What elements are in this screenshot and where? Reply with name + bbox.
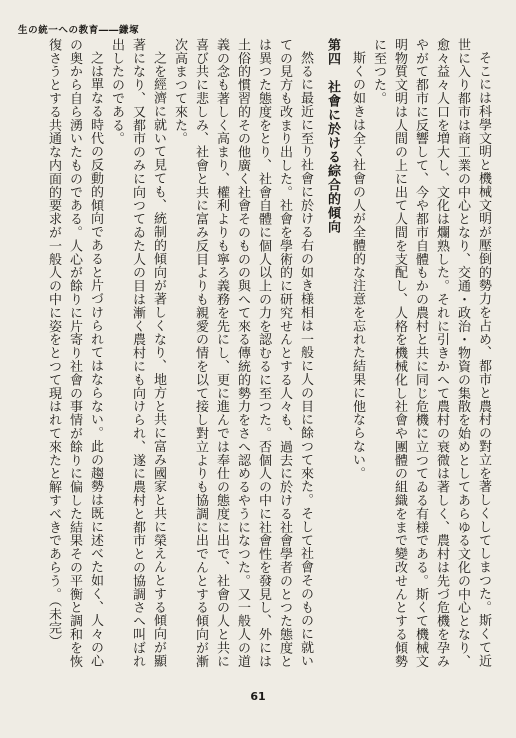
paragraph: 之は單なる時代の反動的傾向であると片づけられてはならない。此の趨勢は既に述べた如く、人々の心の奥から自ら湧いたものである。人心が餘りに片寄り社會の事情が餘りに偏した結果その平衡と調和を恢復さうとする共通な内面的要求が一般人の中に姿をとつて現はれて來たと解すべきであらう。（未完） [46,38,103,668]
running-header: 生の統一への教育――鎌塚 [18,25,140,36]
section-heading: 第四 社會に於ける綜合的傾向 [325,38,340,234]
paragraph: そこには科學文明と機械文明が壓倒的勢力を占め、都市と農村の對立を著しくしてしまつた。斯くて近世に入り都市は商工業の中心となり、交通・政治・物資の集散を始めとしてあらゆる文化の中心となり、愈々益々人口を増大し、文化は爛熟した。それに引きかへて農村の衰微は著しく、農村は先づ危機を孕みやがて都市に反響して、今や都市自體もかの農村と共に同じ危機に立つてゐる有様である。斯くて機械文明物質文明は人間の上に出て人間を支配し、人格を機械化し社會や團體の組織をまで變改せんとする傾勢に至つた。 [371,38,491,668]
paragraph: 然るに最近に至り社會に於ける右の如き様相は一般に人の目に餘つて來た。そして社會そのものに就いての見方も改まり出した。社會を學術的に研究せんとする人々も、過去に於ける社會學者のとつた態度とは異つた態度をとり、社會自體に個人以上の力を認むるに至つた。否個人の中に社會性を發見し、外には土俗的慣習的その他廣く社會そのものの與へて來る傳統的勢力をさへ認めるやうになつた。又一般人の道義の念も著しく高まり、權利よりも寧ろ義務を先にし、更に進んでは奉仕の態度に出で、社會の人と共に喜び共に悲しみ、社會と共に富み反目よりも親愛の情を以て接し對立よりも協調に出でんとする傾向が漸次高まつて來た。 [172,38,313,668]
paragraph: 斯くの如きは全く社會の人が全體的な注意を忘れた結果に他ならない。 [350,51,365,480]
body-text [22,38,494,670]
page-number: 61 [250,690,266,703]
paragraph: 之を經濟に就いて見ても、統制的傾向が著しくなり、地方と共に富み國家と共に榮えんとする傾向が顯著になり、又都市のみに向つてゐた人の目は漸く農村にも向けられ、遂に農村と都市との協調さへ叫ばれ出したのである。 [109,38,166,668]
